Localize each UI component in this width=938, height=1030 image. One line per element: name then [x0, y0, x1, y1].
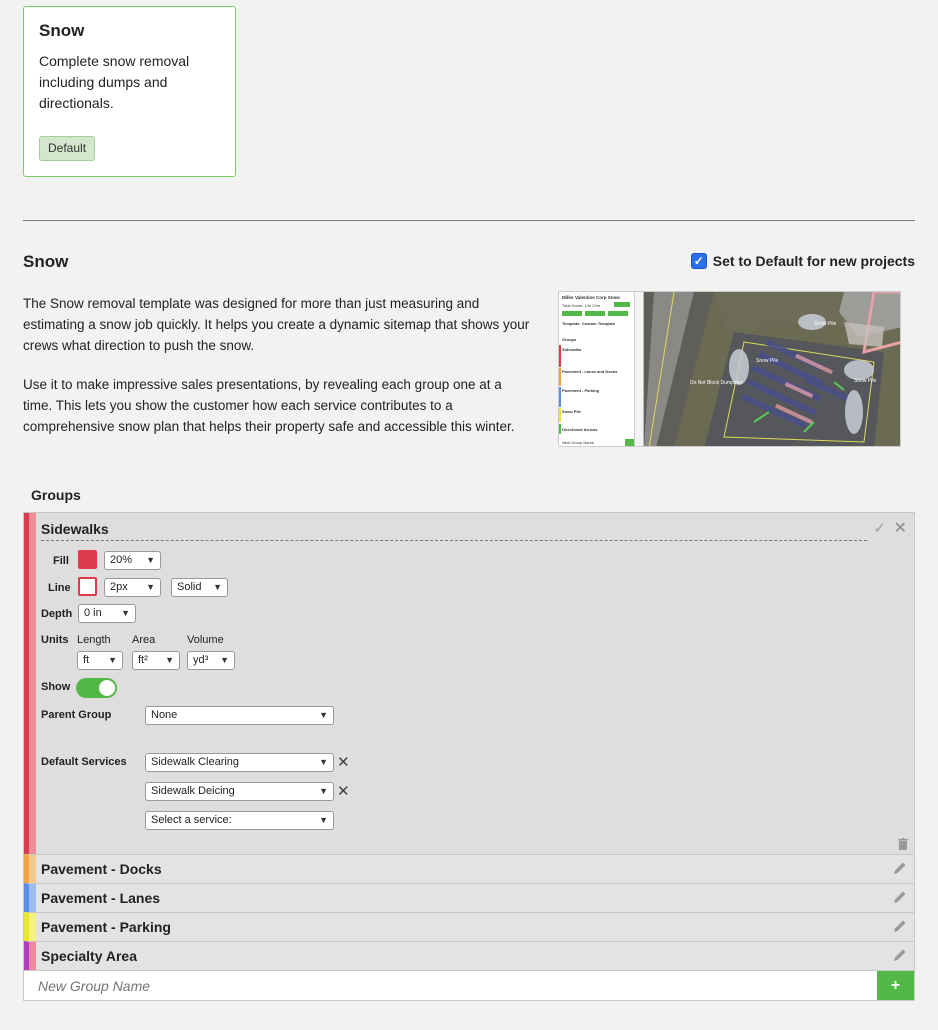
pencil-icon[interactable] — [893, 948, 907, 962]
line-color-swatch[interactable] — [78, 577, 97, 596]
chevron-down-icon: ▼ — [220, 655, 229, 665]
chevron-down-icon: ▼ — [121, 608, 130, 618]
preview-item-2: Pavement - Lanes and Docks — [562, 369, 618, 374]
group-row-name: Pavement - Lanes — [41, 890, 161, 906]
template-card-snow[interactable] — [23, 6, 236, 177]
depth-label: Depth — [41, 608, 73, 620]
add-group-button[interactable]: + — [877, 971, 914, 1000]
add-service-select[interactable]: Select a service: ▼ — [145, 811, 334, 830]
fill-opacity-select[interactable]: 20% ▼ — [104, 551, 161, 570]
units-label: Units — [41, 634, 69, 646]
show-toggle[interactable] — [76, 678, 117, 698]
group-row-name: Pavement - Parking — [41, 919, 171, 935]
pencil-icon[interactable] — [893, 890, 907, 904]
description-paragraph-2: Use it to make impressive sales presentations, by revealing each group one at a time. This lets you show the customer how each service contributes to a comprehensive snow plan that helps their property safe and accessible this winter. — [23, 377, 515, 434]
chevron-down-icon: ▼ — [319, 757, 328, 767]
fill-color-swatch[interactable] — [78, 550, 97, 569]
preview-template-line: Template: Custom Template — [562, 321, 615, 326]
remove-service-icon[interactable]: ✕ — [337, 754, 350, 771]
preview-new-group: New Group Name — [562, 440, 595, 445]
section-divider — [23, 220, 915, 221]
group-name[interactable]: Sidewalks — [41, 521, 109, 537]
groups-label: Groups — [31, 487, 81, 503]
preview-map-label-3: Snow Pile — [854, 378, 877, 384]
preview-groups-label: Groups — [562, 337, 577, 342]
close-icon[interactable]: ✕ — [893, 520, 907, 537]
line-width-select[interactable]: 2px ▼ — [104, 578, 161, 597]
trash-icon[interactable] — [898, 838, 908, 850]
chevron-down-icon: ▼ — [146, 555, 155, 565]
area-unit-select[interactable]: ft² ▼ — [132, 651, 180, 670]
preview-sidebar — [559, 292, 635, 447]
volume-unit-select[interactable]: yd³ ▼ — [187, 651, 235, 670]
volume-label: Volume — [187, 634, 224, 646]
line-style-select[interactable]: Solid ▼ — [171, 578, 228, 597]
preview-map-label-2: Snow Pile — [814, 321, 837, 327]
pencil-icon[interactable] — [893, 919, 907, 933]
group-row-pavement-lanes[interactable] — [24, 883, 914, 912]
group-row-name: Specialty Area — [41, 948, 137, 964]
new-group-row — [24, 970, 914, 1000]
area-label: Area — [132, 634, 156, 646]
preview-map-label-4: Do Not Block Dumpster — [690, 380, 743, 386]
default-services-label: Default Services — [41, 756, 127, 768]
group-sidewalks-expanded — [24, 513, 914, 854]
preview-aerial-map — [644, 292, 901, 447]
length-unit-select[interactable]: ft ▼ — [77, 651, 123, 670]
template-card-description: Complete snow removal including dumps and directionals. — [39, 53, 190, 111]
line-label: Line — [48, 582, 71, 594]
parent-group-select[interactable]: None ▼ — [145, 706, 334, 725]
template-card-title: Snow — [39, 21, 85, 40]
parent-group-label: Parent Group — [41, 709, 112, 721]
group-row-pavement-parking[interactable] — [24, 912, 914, 941]
preview-title: Miller Valentine Corp Snow — [562, 295, 620, 300]
preview-item-1: Sidewalks — [562, 347, 582, 352]
section-title: Snow — [23, 252, 69, 271]
checkbox-checked-icon[interactable]: ✓ — [691, 253, 707, 269]
chevron-down-icon: ▼ — [213, 582, 222, 592]
checkmark-icon[interactable]: ✓ — [873, 520, 886, 537]
service-select-1[interactable]: Sidewalk Clearing ▼ — [145, 753, 334, 772]
remove-service-icon[interactable]: ✕ — [337, 783, 350, 800]
toggle-knob — [99, 680, 115, 696]
depth-select[interactable]: 0 in ▼ — [78, 604, 136, 623]
group-name-underline — [41, 540, 867, 541]
preview-item-4: Snow Pile — [562, 409, 581, 414]
show-label: Show — [41, 681, 71, 693]
preview-item-5: Directional Arrows — [562, 427, 598, 432]
new-group-name-input[interactable] — [38, 978, 838, 994]
description-paragraph-1: The Snow removal template was designed for more than just measuring and estimating a snow job quickly. It helps you create a dynamic sitemap that shows your crews what direction to push the snow. — [23, 296, 530, 353]
preview-map-label-1: Snow Pile — [756, 358, 779, 364]
chevron-down-icon: ▼ — [319, 786, 328, 796]
service-select-2[interactable]: Sidewalk Deicing ▼ — [145, 782, 334, 801]
group-row-pavement-docks[interactable] — [24, 854, 914, 883]
chevron-down-icon: ▼ — [146, 582, 155, 592]
group-row-specialty-area[interactable] — [24, 941, 914, 970]
chevron-down-icon: ▼ — [108, 655, 117, 665]
default-badge: Default — [39, 136, 95, 161]
set-default-label: Set to Default for new projects — [712, 253, 915, 269]
set-default-checkbox[interactable] — [691, 253, 915, 269]
group-color-bar — [29, 513, 36, 854]
length-label: Length — [77, 634, 111, 646]
preview-item-3: Pavement - Parking — [562, 388, 600, 393]
preview-subtitle: Total Hours: 14h 22m — [562, 303, 601, 308]
preview-toolbar — [635, 292, 644, 447]
chevron-down-icon: ▼ — [165, 655, 174, 665]
chevron-down-icon: ▼ — [319, 815, 328, 825]
groups-list — [23, 512, 915, 1001]
pencil-icon[interactable] — [893, 861, 907, 875]
group-row-name: Pavement - Docks — [41, 861, 162, 877]
chevron-down-icon: ▼ — [319, 710, 328, 720]
template-preview-image — [558, 291, 901, 447]
fill-label: Fill — [53, 555, 69, 567]
